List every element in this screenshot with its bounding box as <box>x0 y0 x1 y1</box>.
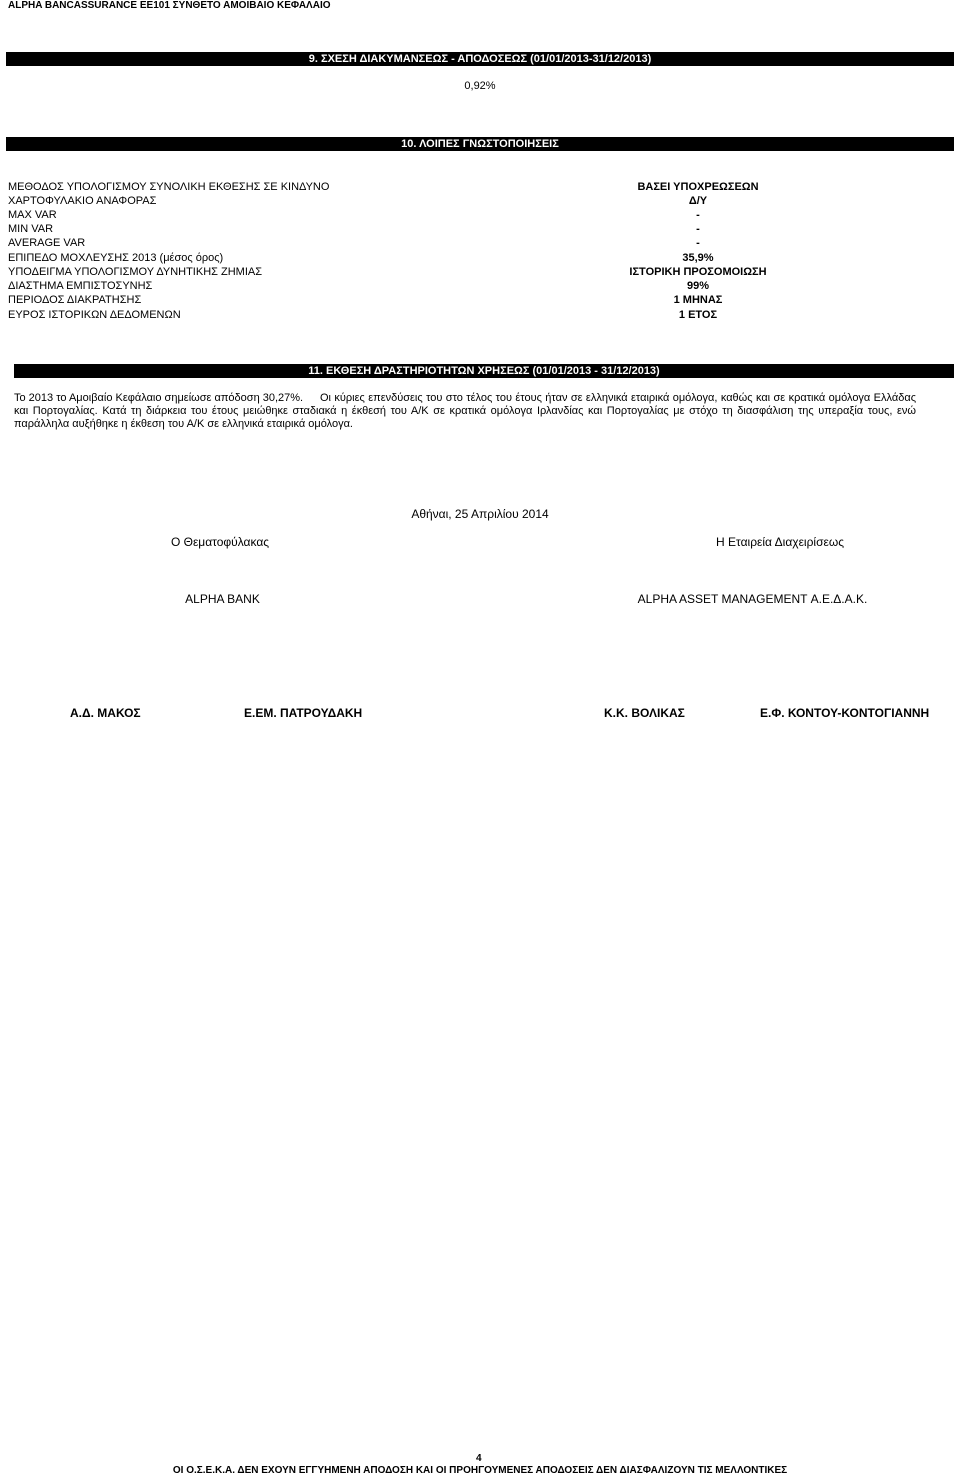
row-label: ΧΑΡΤΟΦΥΛΑΚΙΟ ΑΝΑΦΟΡΑΣ <box>8 195 157 207</box>
table-row <box>8 251 948 265</box>
row-label: ΕΥΡΟΣ ΙΣΤΟΡΙΚΩΝ ΔΕΔΟΜΕΝΩΝ <box>8 309 181 321</box>
row-value: 1 ΕΤΟΣ <box>678 309 718 321</box>
footer-disclaimer: ΟΙ Ο.Σ.Ε.Κ.Α. ΔΕΝ ΕΧΟΥΝ ΕΓΓΥΗΜΕΝΗ ΑΠΟΔΟΣΗ ΚΑΙ ΟΙ ΠΡΟΗΓΟΥΜΕΝΕΣ ΑΠΟΔΟΣΕΙΣ ΔΕΝ ΔΙΑΣΦΑΛΙΖΟΥΝ ΤΙΣ ΜΕΛΛΟΝΤΙΚΕΣ <box>172 1465 788 1476</box>
volatility-return-value: 0,92% <box>464 80 496 92</box>
section-10-header: 10. ΛΟΙΠΕΣ ΓΝΩΣΤΟΠΟΙΗΣΕΙΣ <box>6 137 954 151</box>
custodian-label: Ο Θεματοφύλακας <box>170 535 270 549</box>
row-value: ΒΑΣΕΙ ΥΠΟΧΡΕΩΣΕΩΝ <box>637 181 759 193</box>
row-value: Δ/Υ <box>688 195 708 207</box>
row-value: - <box>696 237 700 249</box>
row-value: - <box>696 223 700 235</box>
table-row <box>8 293 948 307</box>
table-row <box>8 208 948 222</box>
row-label: ΕΠΙΠΕΔΟ ΜΟΧΛΕΥΣΗΣ 2013 (μέσος όρος) <box>8 252 224 264</box>
page-number: 4 <box>476 1453 482 1464</box>
table-row <box>8 308 948 322</box>
row-label: ΥΠΟΔΕΙΓΜΑ ΥΠΟΛΟΓΙΣΜΟΥ ΔΥΝΗΤΙΚΗΣ ΖΗΜΙΑΣ <box>8 266 263 278</box>
table-row <box>8 194 948 208</box>
table-row <box>8 265 948 279</box>
custodian-name: ALPHA BANK <box>185 592 260 606</box>
table-row <box>8 180 948 194</box>
signatory-1: Α.Δ. ΜΑΚΟΣ <box>70 706 141 720</box>
manager-label: Η Εταιρεία Διαχειρίσεως <box>716 535 844 549</box>
section-11-header: 11. ΕΚΘΕΣΗ ΔΡΑΣΤΗΡΙΟΤΗΤΩΝ ΧΡΗΣΕΩΣ (01/01/2013 - 31/12/2013) <box>14 364 954 378</box>
row-value: 99% <box>686 280 710 292</box>
table-row <box>8 279 948 293</box>
row-value: ΙΣΤΟΡΙΚΗ ΠΡΟΣΟΜΟΙΩΣΗ <box>629 266 767 278</box>
table-row <box>8 236 948 250</box>
row-label: ΠΕΡΙΟΔΟΣ ΔΙΑΚΡΑΤΗΣΗΣ <box>8 294 142 306</box>
row-value: 35,9% <box>682 252 714 264</box>
row-label: ΔΙΑΣΤΗΜΑ ΕΜΠΙΣΤΟΣΥΝΗΣ <box>8 280 153 292</box>
row-label: ΜΕΘΟΔΟΣ ΥΠΟΛΟΓΙΣΜΟΥ ΣΥΝΟΛΙΚΗ ΕΚΘΕΣΗΣ ΣΕ ΚΙΝΔΥΝΟ <box>8 181 330 193</box>
section-9-header: 9. ΣΧΕΣΗ ΔΙΑΚΥΜΑΝΣΕΩΣ - ΑΠΟΔΟΣΕΩΣ (01/01/2013-31/12/2013) <box>6 52 954 66</box>
place-date: Αθήναι, 25 Απριλίου 2014 <box>411 507 549 521</box>
row-label: MAX VAR <box>8 209 57 221</box>
row-value: 1 ΜΗΝΑΣ <box>673 294 723 306</box>
table-row <box>8 222 948 236</box>
report-paragraph-1: Το 2013 το Αμοιβαίο Κεφάλαιο σημείωσε απόδοση 30,27%. <box>14 392 304 404</box>
row-label: MIN VAR <box>8 223 54 235</box>
signatory-2: Ε.ΕΜ. ΠΑΤΡΟΥΔΑΚΗ <box>244 706 363 720</box>
row-label: AVERAGE VAR <box>8 237 86 249</box>
fund-title: ALPHA BANCASSURANCE ΕΕ101 ΣΥΝΘΕΤΟ ΑΜΟΙΒΑΙΟ ΚΕΦΑΛΑΙΟ <box>8 0 331 11</box>
signatory-3: Κ.Κ. ΒΟΛΙΚΑΣ <box>604 706 685 720</box>
signatory-4: Ε.Φ. ΚΟΝΤΟΥ-ΚΟΝΤΟΓΙΑΝΝΗ <box>760 706 930 720</box>
row-value: - <box>696 209 700 221</box>
manager-name: ALPHA ASSET MANAGEMENT Α.Ε.Δ.Α.Κ. <box>637 592 868 606</box>
report-paragraph-2: Οι κύριες επενδύσεις του στο τέλος του έτους ήταν σε ελληνικά εταιρικά ομόλογα, καθώς και σε κρατικά ομόλογα Ελλάδας και Πορτογαλίας. Κατά τη διάρκεια του έτους μειώθηκε σταδιακά η έκθεσή του Α/Κ σε κρατικά ομόλογα Ιρλανδίας και Πορτογαλίας με στόχο τη διασφάλιση της υπεραξία τους, ενώ παράλληλα αυξήθηκε η έκθεση του Α/Κ σε ελληνικά εταιρικά ομόλογα. <box>14 392 916 430</box>
